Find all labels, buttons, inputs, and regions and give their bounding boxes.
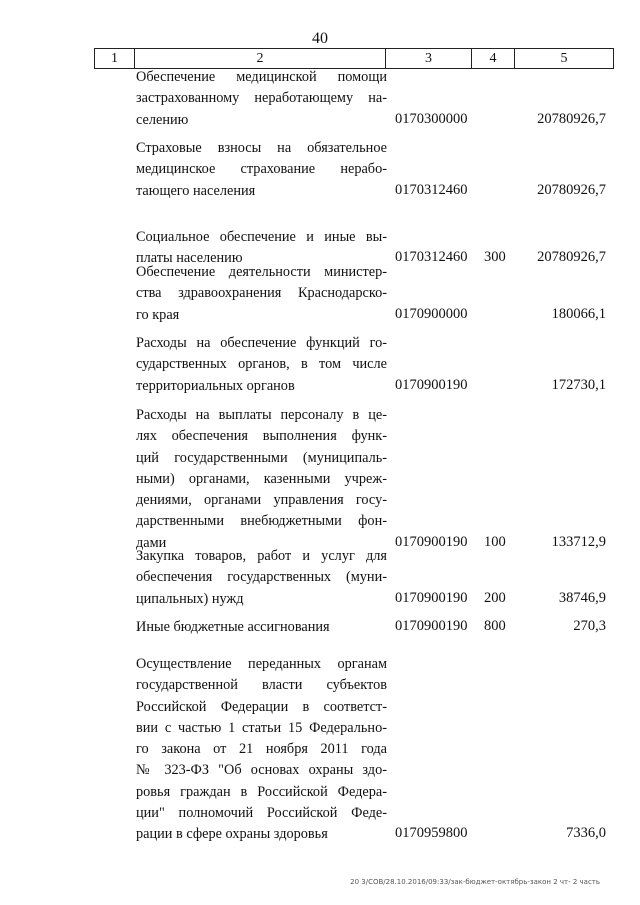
description-line: го края (136, 306, 180, 323)
row-expense-type: 100 (484, 533, 506, 550)
row-description (136, 67, 387, 131)
description-line: го закона от 21 ноября 2011 года (136, 741, 387, 758)
header-col-1: 1 (94, 49, 134, 68)
footer-path: 20 3/СОВ/28.10.2016/09:33/зак-бюджет-октябрь-закон 2 чт- 2 часть (350, 878, 600, 886)
row-description (136, 262, 387, 326)
description-line: дами (136, 534, 167, 551)
description-line: обеспечения государственных (муни- (136, 569, 387, 586)
row-code: 0170300000 (395, 110, 468, 127)
description-line: Российской Федерации в соответст- (136, 698, 387, 715)
row-code: 0170900190 (395, 533, 468, 550)
header-col-3: 3 (385, 49, 471, 68)
row-amount: 7336,0 (566, 825, 606, 842)
description-line: Иные бюджетные ассигнования (136, 619, 330, 635)
description-line: медицинское страхование нерабо- (136, 161, 387, 178)
description-line: вии с частью 1 статьи 15 Федерально- (136, 719, 387, 736)
description-line: ции" полномочий Российской Феде- (136, 805, 387, 822)
row-description (136, 617, 387, 638)
row-amount: 20780926,7 (537, 110, 606, 127)
row-code: 0170312460 (395, 249, 468, 266)
description-line: Страховые взносы на обязательное (136, 140, 387, 156)
page-number: 40 (312, 30, 328, 47)
row-amount: 20780926,7 (537, 181, 606, 198)
row-expense-type: 300 (484, 249, 506, 266)
row-amount: 20780926,7 (537, 249, 606, 266)
description-line: Социальное обеспечение и иные вы- (136, 229, 387, 245)
row-expense-type: 200 (484, 589, 506, 606)
description-line: сударственных органов, в том числе (136, 356, 387, 373)
row-description (136, 546, 387, 610)
row-code: 0170900190 (395, 589, 468, 606)
table-header (94, 48, 614, 69)
description-line: ства здравоохранения Краснодарско- (136, 285, 387, 302)
row-code: 0170900190 (395, 376, 468, 393)
header-col-4: 4 (471, 49, 514, 68)
row-description (136, 654, 387, 846)
row-code: 0170312460 (395, 181, 468, 198)
description-line: ципальных) нужд (136, 590, 244, 607)
row-expense-type: 800 (484, 618, 506, 634)
description-line: Закупка товаров, работ и услуг для (136, 548, 387, 564)
description-line: дарственными внебюджетными фон- (136, 513, 387, 530)
description-line: застрахованному неработающему на- (136, 90, 387, 107)
description-line: Осуществление переданных органам (136, 656, 387, 672)
row-code: 0170900000 (395, 305, 468, 322)
description-line: тающего населения (136, 182, 256, 199)
description-line: селению (136, 111, 189, 128)
description-line: территориальных органов (136, 377, 295, 394)
description-line: Обеспечение деятельности министер- (136, 264, 387, 280)
row-code: 0170959800 (395, 825, 468, 842)
row-description (136, 333, 387, 397)
row-amount: 180066,1 (551, 305, 606, 322)
description-line: Расходы на обеспечение функций го- (136, 335, 387, 351)
description-line: государственной власти субъектов (136, 677, 387, 694)
row-amount: 133712,9 (551, 533, 606, 550)
row-code: 0170900190 (395, 618, 468, 634)
row-description (136, 138, 387, 202)
description-line: Обеспечение медицинской помощи (136, 69, 387, 85)
description-line: № 323-ФЗ "Об основах охраны здо- (136, 762, 387, 779)
header-col-2: 2 (134, 49, 385, 68)
description-line: лях обеспечения выполнения функ- (136, 428, 387, 445)
description-line: дениями, органами управления госу- (136, 492, 387, 509)
description-line: ций государственными (муниципаль- (136, 449, 387, 466)
row-description (136, 405, 387, 554)
header-col-5: 5 (514, 49, 614, 68)
description-line: ными) органами, казенными учреж- (136, 470, 387, 487)
row-amount: 38746,9 (558, 589, 606, 606)
description-line: платы населению (136, 250, 243, 267)
description-line: рации в сфере охраны здоровья (136, 826, 328, 843)
description-line: ровья граждан в Российской Федера- (136, 783, 387, 800)
row-amount: 172730,1 (551, 376, 606, 393)
description-line: Расходы на выплаты персоналу в це- (136, 407, 387, 423)
row-amount: 270,3 (573, 618, 606, 634)
